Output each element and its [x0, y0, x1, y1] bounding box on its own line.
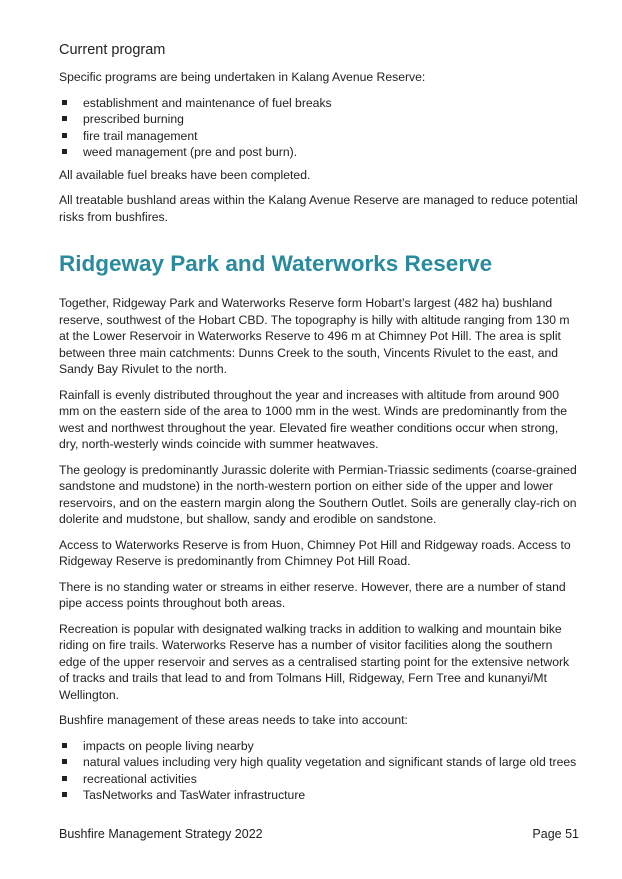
list-item: prescribed burning	[59, 111, 579, 128]
bullet-icon	[62, 100, 67, 105]
page-content	[59, 40, 579, 810]
bullet-icon	[62, 759, 67, 764]
list-item: natural values including very high quality vegetation and significant stands of large old trees	[59, 754, 579, 771]
current-program-heading: Current program	[59, 42, 166, 58]
bullet-icon	[62, 116, 67, 121]
body-paragraph: Together, Ridgeway Park and Waterworks Reserve form Hobart’s largest (482 ha) bushland reserve, southwest of the Hobart CBD. The topography is hilly with altitude ranging from 130 m at the Lower Reservoir in Waterworks Reserve to 496 m at Chimney Pot Hill. The area is split between three main catchments: Dunns Creek to the south, Vincents Rivulet to the east, and Sandy Bay Rivulet to the north.	[59, 296, 570, 376]
list-item: impacts on people living nearby	[59, 738, 579, 755]
current-program-intro: Specific programs are being undertaken in Kalang Avenue Reserve:	[59, 70, 426, 84]
body-paragraph: Access to Waterworks Reserve is from Huon, Chimney Pot Hill and Ridgeway roads. Access to Ridgeway Reserve is predominantly from Chimney Pot Hill Road.	[59, 537, 571, 568]
bushfire-considerations-list	[59, 738, 579, 804]
bullet-icon	[62, 743, 67, 748]
body-paragraph: Recreation is popular with designated walking tracks in addition to walking and mountain bike riding on fire trails. Waterworks Reserve has a number of visitor facilities along the southern edge of the upper reservoir and serves as a centralised starting point for the extensive network of tracks and trails that lead to and from Tolmans Hill, Ridgeway, Fern Tree and kunanyi/Mt Wellington.	[59, 621, 570, 702]
bullet-icon	[62, 149, 67, 154]
bullet-icon	[62, 133, 67, 138]
current-program-paragraph: All available fuel breaks have been completed.	[59, 167, 311, 182]
bullet-icon	[62, 776, 67, 781]
body-paragraph: There is no standing water or streams in either reserve. However, there are a number of stand pipe access points throughout both areas.	[59, 579, 566, 610]
current-program-list	[59, 95, 579, 161]
page-number: Page 51	[532, 827, 579, 841]
bullet-icon	[62, 792, 67, 797]
list-item: establishment and maintenance of fuel breaks	[59, 95, 579, 112]
body-paragraph: The geology is predominantly Jurassic dolerite with Permian-Triassic sediments (coarse-grained sandstone and mudstone) in the north-western portion on either side of the upper and lower reservoirs, and on the eastern margin along the Southern Outlet. Soils are generally clay-rich on dolerite and mudstone, but shallow, sandy and erodible on sandstone.	[59, 462, 577, 526]
body-paragraph: Rainfall is evenly distributed throughout the year and increases with altitude from around 900 mm on the eastern side of the area to 1000 mm in the west. Winds are predominantly from the west and northwest throughout the year. Elevated fire weather conditions occur when strong, dry, north-westerly winds coincide with summer heatwaves.	[59, 387, 568, 451]
section-heading: Ridgeway Park and Waterworks Reserve	[59, 251, 493, 276]
list-item: TasNetworks and TasWater infrastructure	[59, 787, 579, 804]
list-item: weed management (pre and post burn).	[59, 144, 579, 161]
current-program-paragraph: All treatable bushland areas within the Kalang Avenue Reserve are managed to reduce potential risks from bushfires.	[59, 193, 578, 224]
page-footer	[59, 827, 579, 841]
list-item: fire trail management	[59, 128, 579, 145]
list-item: recreational activities	[59, 771, 579, 788]
body-paragraph: Bushfire management of these areas needs to take into account:	[59, 713, 408, 727]
footer-title: Bushfire Management Strategy 2022	[59, 827, 263, 841]
